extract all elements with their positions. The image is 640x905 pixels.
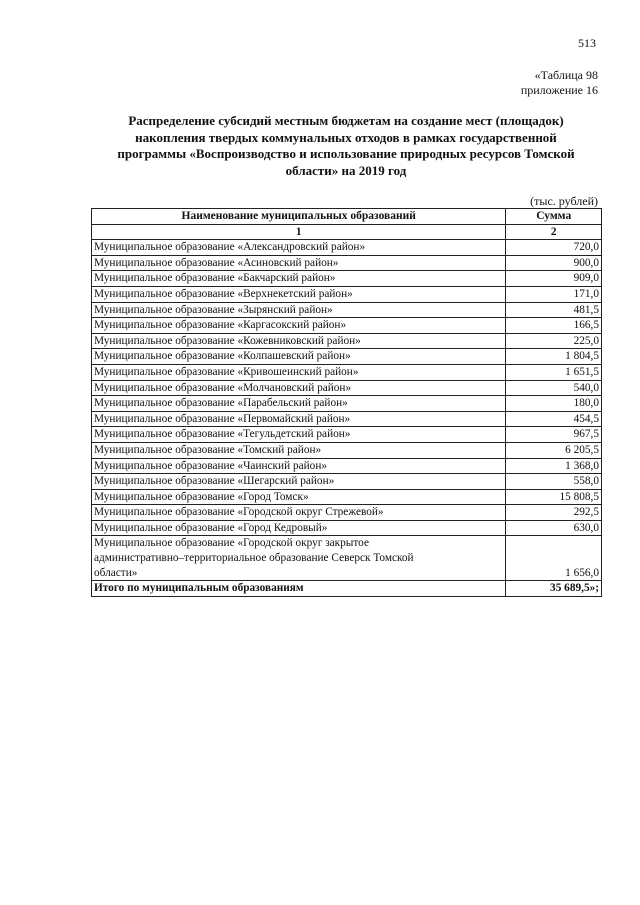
- subsidy-amount: 454,5: [506, 411, 602, 427]
- table-reference-line-1: «Таблица 98: [534, 68, 598, 82]
- subsidy-amount: 1 651,5: [506, 364, 602, 380]
- table-row: [92, 364, 602, 380]
- units-label: (тыс. рублей): [530, 194, 598, 208]
- table-row: [92, 380, 602, 396]
- municipality-name: Муниципальное образование «Первомайский район»: [92, 411, 506, 427]
- subsidy-amount: 225,0: [506, 333, 602, 349]
- subsidy-amount: 720,0: [506, 240, 602, 256]
- subsidy-amount: 166,5: [506, 318, 602, 334]
- document-title-line-2: накопления твердых коммунальных отходов в рамках государственной: [135, 129, 557, 145]
- table-row: [92, 240, 602, 256]
- table-row: [92, 427, 602, 443]
- table-row: [92, 396, 602, 412]
- subsidy-amount: 1 368,0: [506, 458, 602, 474]
- table-row: [92, 302, 602, 318]
- municipality-name: Муниципальное образование «Молчановский район»: [92, 380, 506, 396]
- municipality-name: [92, 536, 506, 581]
- document-title-line-3: программы «Воспроизводство и использование природных ресурсов Томской: [117, 146, 575, 161]
- municipality-name: Муниципальное образование «Асиновский район»: [92, 255, 506, 271]
- table-row: [92, 271, 602, 287]
- subsidy-amount: 481,5: [506, 302, 602, 318]
- header-municipality-name: Наименование муниципальных образований: [92, 209, 506, 225]
- municipality-name: Муниципальное образование «Город Кедровый»: [92, 520, 506, 536]
- column-number-2: 2: [506, 224, 602, 240]
- table-header-row: [92, 209, 602, 225]
- table-row: [92, 489, 602, 505]
- municipality-name: Муниципальное образование «Тегульдетский район»: [92, 427, 506, 443]
- subsidy-amount: 630,0: [506, 520, 602, 536]
- subsidy-amount: 15 808,5: [506, 489, 602, 505]
- municipality-name-line-1: Муниципальное образование «Городской округ закрытое: [94, 537, 369, 550]
- municipality-name-line-3: области»: [94, 566, 138, 579]
- municipality-name: Муниципальное образование «Александровский район»: [92, 240, 506, 256]
- table-total-row: [92, 581, 602, 597]
- column-number-row: [92, 224, 602, 240]
- table-row: [92, 286, 602, 302]
- total-label: Итого по муниципальным образованиям: [92, 581, 506, 597]
- municipality-name-line-2: административно–территориальное образование Северск Томской: [94, 552, 414, 565]
- subsidy-amount: 1 804,5: [506, 349, 602, 365]
- subsidy-amount: 540,0: [506, 380, 602, 396]
- subsidy-amount: 900,0: [506, 255, 602, 271]
- municipality-name: Муниципальное образование «Чаинский район»: [92, 458, 506, 474]
- subsidy-amount: 1 656,0: [506, 536, 602, 581]
- header-sum: Сумма: [506, 209, 602, 225]
- municipality-name: Муниципальное образование «Томский район»: [92, 442, 506, 458]
- municipality-name: Муниципальное образование «Колпашевский район»: [92, 349, 506, 365]
- table-reference: [521, 68, 598, 98]
- municipality-name: Муниципальное образование «Кожевниковский район»: [92, 333, 506, 349]
- document-title-line-1: Распределение субсидий местным бюджетам на создание мест (площадок): [128, 113, 564, 128]
- table-row: [92, 318, 602, 334]
- table-row: [92, 442, 602, 458]
- table-row: [92, 411, 602, 427]
- subsidy-amount: 6 205,5: [506, 442, 602, 458]
- municipality-name: Муниципальное образование «Верхнекетский район»: [92, 286, 506, 302]
- subsidy-amount: 292,5: [506, 505, 602, 521]
- table-row-seversk: [92, 536, 602, 581]
- table-row: [92, 520, 602, 536]
- table-row: [92, 255, 602, 271]
- table-row: [92, 474, 602, 490]
- table-row: [92, 349, 602, 365]
- municipality-name: Муниципальное образование «Бакчарский район»: [92, 271, 506, 287]
- municipality-name: Муниципальное образование «Парабельский район»: [92, 396, 506, 412]
- subsidy-amount: 171,0: [506, 286, 602, 302]
- table-row: [92, 458, 602, 474]
- municipality-name: Муниципальное образование «Кривошеинский район»: [92, 364, 506, 380]
- municipality-name: Муниципальное образование «Зырянский район»: [92, 302, 506, 318]
- subsidy-amount: 180,0: [506, 396, 602, 412]
- total-amount: 35 689,5»;: [506, 581, 602, 597]
- document-title-line-4: области» на 2019 год: [285, 162, 407, 178]
- table-reference-line-2: приложение 16: [520, 83, 598, 97]
- subsidy-amount: 558,0: [506, 474, 602, 490]
- municipality-name: Муниципальное образование «Шегарский район»: [92, 474, 506, 490]
- municipality-name: Муниципальное образование «Каргасокский район»: [92, 318, 506, 334]
- page-number: 513: [578, 36, 596, 50]
- subsidy-amount: 909,0: [506, 271, 602, 287]
- subsidy-table: [91, 208, 602, 597]
- table-row: [92, 505, 602, 521]
- table-row: [92, 333, 602, 349]
- document-title: [90, 113, 602, 179]
- column-number-1: 1: [92, 224, 506, 240]
- municipality-name: Муниципальное образование «Городской округ Стрежевой»: [92, 505, 506, 521]
- subsidy-amount: 967,5: [506, 427, 602, 443]
- municipality-name: Муниципальное образование «Город Томск»: [92, 489, 506, 505]
